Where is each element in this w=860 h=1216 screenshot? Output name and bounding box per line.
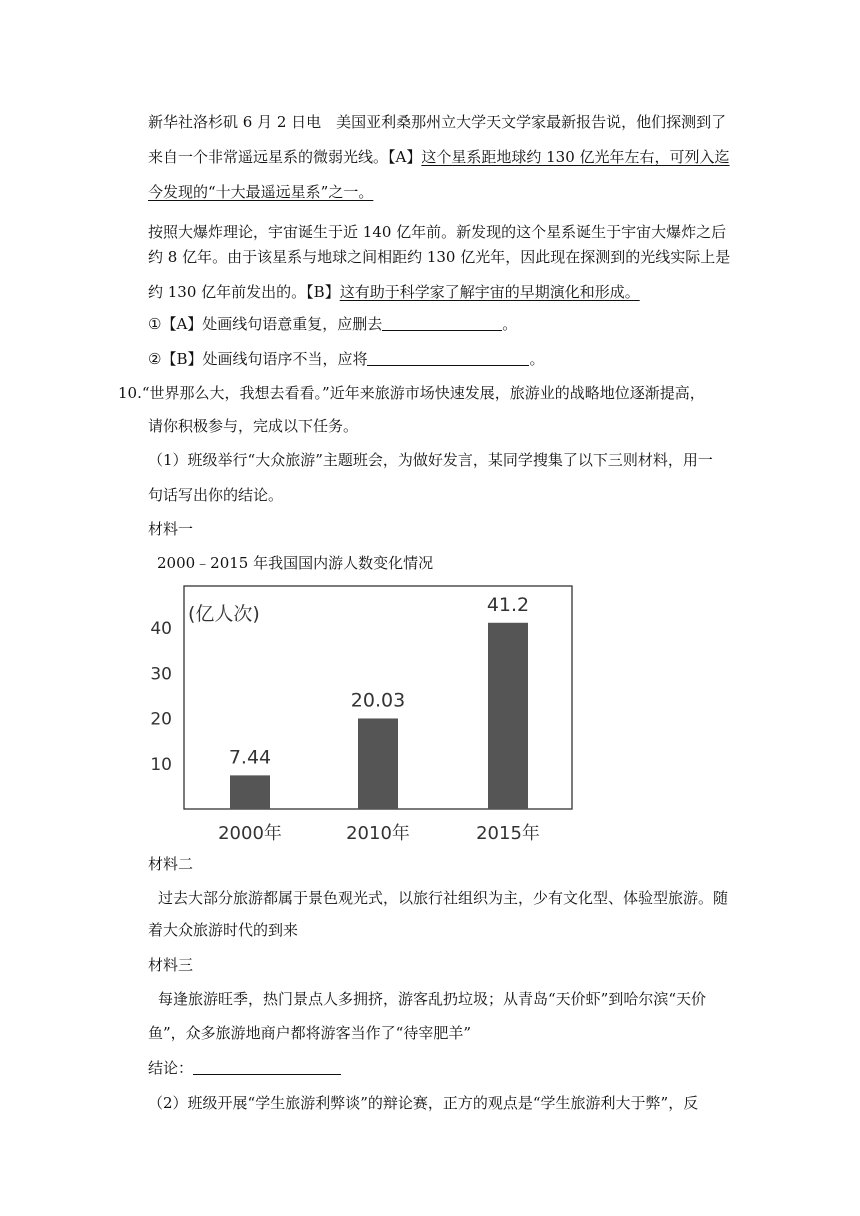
question-1-end: 。 xyxy=(502,315,518,333)
bar xyxy=(230,775,270,809)
underlined-sentence-a-part1: 这个星系距地球约 130 亿光年左右，可列入迄 xyxy=(421,148,730,166)
question-2-text: ②【B】处画线句语序不当，应将 xyxy=(148,350,368,368)
x-category-label: 2000年 xyxy=(218,823,282,844)
bar-value-label: 41.2 xyxy=(486,593,530,616)
subquestion-1-line-2: 句话写出你的结论。 xyxy=(148,486,284,504)
conclusion xyxy=(148,1058,341,1078)
question-10-line-1: 10.“世界那么大，我想去看看。”近年来旅游市场快速发展，旅游业的战略地位逐渐提高， xyxy=(118,384,705,402)
tag-a: 【A】 xyxy=(388,148,422,166)
question-2-end: 。 xyxy=(529,350,545,368)
subquestion-1-line-1: （1）班级举行“大众旅游”主题班会，为做好发言，某同学搜集了以下三则材料，用一 xyxy=(148,451,713,469)
question-1 xyxy=(148,314,517,334)
x-category-label: 2010年 xyxy=(346,823,410,844)
chart-caption: 2000﹣2015 年我国国内游人数变化情况 xyxy=(157,554,434,572)
underlined-sentence-b: 这有助于科学家了解宇宙的早期演化和形成。 xyxy=(339,283,640,301)
question-2 xyxy=(148,349,545,369)
y-tick-label: 20 xyxy=(150,709,172,730)
passage-line-4: 按照大爆炸理论，宇宙诞生于近 140 亿年前。新发现的这个星系诞生于宇宙大爆炸之后 xyxy=(148,223,727,241)
material-3-line-2: 鱼”，众多旅游地商户都将游客当作了“待宰肥羊” xyxy=(148,1024,472,1042)
question-10-line-2: 请你积极参与，完成以下任务。 xyxy=(148,417,359,435)
passage-line-6 xyxy=(148,282,640,302)
conclusion-answer-blank[interactable] xyxy=(193,1059,341,1075)
bar xyxy=(488,623,528,809)
material-3-label: 材料三 xyxy=(148,956,194,974)
material-2-line-2: 着大众旅游时代的到来 xyxy=(148,921,299,939)
passage-line-3 xyxy=(148,182,373,202)
y-tick-label: 40 xyxy=(150,619,172,640)
passage-line-2-prefix: 来自一个非常遥远星系的微弱光线。 xyxy=(148,148,389,166)
bar-chart xyxy=(0,580,860,850)
subquestion-2-line-1: （2）班级开展“学生旅游利弊谈”的辩论赛，正方的观点是“学生旅游利大于弊”，反 xyxy=(148,1094,699,1112)
passage-line-5: 约 8 亿年。由于该星系与地球之间相距约 130 亿光年，因此现在探测到的光线实际上是 xyxy=(148,248,731,266)
material-2-label: 材料二 xyxy=(148,855,194,873)
answer-blank-2[interactable] xyxy=(367,350,529,366)
answer-blank-1[interactable] xyxy=(382,315,502,331)
passage-line-2 xyxy=(148,147,730,167)
material-1-label: 材料一 xyxy=(148,520,194,538)
y-tick-label: 10 xyxy=(150,754,172,775)
bar-value-label: 7.44 xyxy=(228,746,272,769)
chart-ylabel: (亿人次) xyxy=(188,603,260,625)
bar xyxy=(358,718,398,809)
question-1-text: ①【A】处画线句语意重复，应删去 xyxy=(148,315,383,333)
underlined-sentence-a-part2: 今发现的“十大最遥远星系”之一。 xyxy=(148,183,374,201)
conclusion-label: 结论： xyxy=(148,1059,194,1077)
passage-line-6-prefix: 约 130 亿年前发出的。 xyxy=(148,283,307,301)
passage-line-1: 新华社洛杉矶 6 月 2 日电 美国亚利桑那州立大学天文学家最新报告说，他们探测到了 xyxy=(148,113,727,131)
x-category-label: 2015年 xyxy=(476,823,540,844)
material-2-line-1: 过去大部分旅游都属于景色观光式，以旅行社组织为主，少有文化型、体验型旅游。随 xyxy=(158,889,729,907)
y-tick-label: 30 xyxy=(150,664,172,685)
tag-b: 【B】 xyxy=(306,283,340,301)
material-3-line-1: 每逢旅游旺季，热门景点人多拥挤，游客乱扔垃圾；从青岛“天价虾”到哈尔滨“天价 xyxy=(158,990,707,1008)
bar-value-label: 20.03 xyxy=(350,689,406,712)
